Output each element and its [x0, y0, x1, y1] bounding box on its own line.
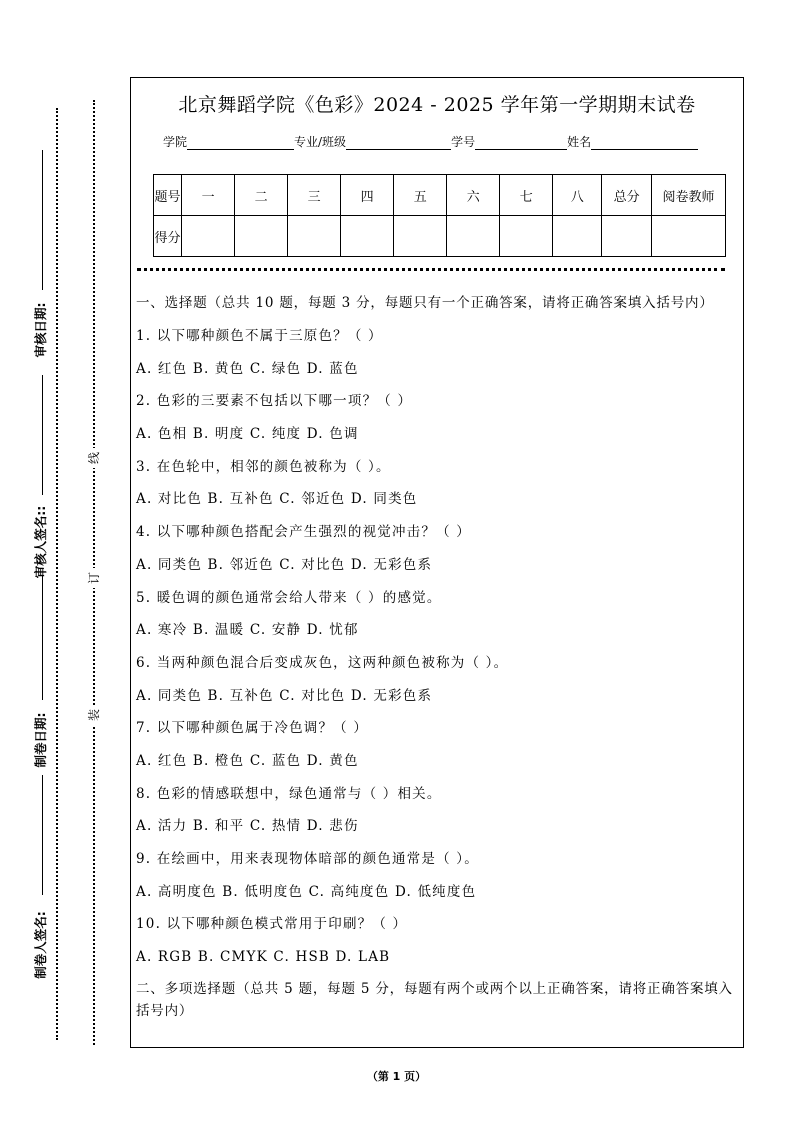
- question-options: A. 对比色 B. 互补色 C. 邻近色 D. 同类色: [136, 491, 418, 508]
- exam-frame: [130, 77, 744, 1048]
- major-class-label: 专业/班级: [294, 135, 347, 149]
- score-cell[interactable]: [341, 216, 394, 257]
- question-number-header: 题号: [154, 175, 182, 216]
- bind-char-line: 线: [86, 448, 102, 468]
- sign-line-2: [42, 375, 43, 495]
- question-options: A. 红色 B. 橙色 C. 蓝色 D. 黄色: [136, 752, 359, 769]
- col-7: 七: [500, 175, 553, 216]
- binding-dotted-line-left: [56, 108, 58, 1040]
- col-2: 二: [235, 175, 288, 216]
- score-cell[interactable]: [288, 216, 341, 257]
- question-options: A. 同类色 B. 互补色 C. 对比色 D. 无彩色系: [136, 687, 433, 704]
- bind-char-order: 订: [86, 568, 102, 588]
- score-cell[interactable]: [182, 216, 235, 257]
- score-cell-grader[interactable]: [652, 216, 726, 257]
- question-text: 8. 色彩的情感联想中，绿色通常与（ ）相关。: [136, 785, 442, 802]
- question-text: 7. 以下哪种颜色属于冷色调？（ ）: [136, 720, 369, 737]
- compiler-signature-label: 制卷人签名:: [33, 911, 48, 979]
- col-total: 总分: [602, 175, 652, 216]
- name-label: 姓名: [567, 135, 592, 149]
- question-text: 1. 以下哪种颜色不属于三原色？（ ）: [136, 328, 383, 344]
- score-cell[interactable]: [553, 216, 602, 257]
- col-4: 四: [341, 175, 394, 216]
- college-label: 学院: [163, 135, 188, 149]
- score-cell[interactable]: [500, 216, 553, 257]
- col-grader: 阅卷教师: [652, 175, 726, 216]
- question-text: 5. 暖色调的颜色通常会给人带来（ ）的感觉。: [136, 589, 442, 606]
- page-number: （第 1 页）: [366, 1070, 427, 1083]
- reviewer-signature-label: 审核人签名::: [33, 505, 48, 579]
- col-5: 五: [394, 175, 447, 216]
- student-id-field[interactable]: [475, 137, 567, 150]
- question-list: [136, 320, 737, 974]
- college-field[interactable]: [187, 137, 294, 150]
- name-field[interactable]: [591, 137, 698, 150]
- score-table-header-row: [154, 175, 726, 216]
- score-row-label: 得分: [154, 216, 182, 257]
- compile-date-label: 制卷日期:: [33, 712, 48, 768]
- question-options: A. 高明度色 B. 低明度色 C. 高纯度色 D. 低纯度色: [136, 883, 477, 900]
- sign-line-4: [42, 775, 43, 895]
- question-options: A. RGB B. CMYK C. HSB D. LAB: [136, 949, 391, 966]
- sign-line-3: [42, 575, 43, 700]
- score-cell[interactable]: [394, 216, 447, 257]
- question-options: A. 寒冷 B. 温暖 C. 安静 D. 忧郁: [136, 622, 359, 639]
- dotted-separator: [137, 268, 725, 271]
- review-date-label: 审核日期:: [33, 302, 48, 358]
- student-info-row: [163, 133, 698, 150]
- major-class-field[interactable]: [346, 137, 451, 150]
- score-cell-total[interactable]: [602, 216, 652, 257]
- question-text: 3. 在色轮中，相邻的颜色被称为（ ）。: [136, 458, 391, 475]
- score-cell[interactable]: [235, 216, 288, 257]
- question-text: 9. 在绘画中，用来表现物体暗部的颜色通常是（ ）。: [136, 851, 479, 867]
- question-text: 2. 色彩的三要素不包括以下哪一项？（ ）: [136, 393, 413, 410]
- col-8: 八: [553, 175, 602, 216]
- score-table-score-row: [154, 216, 726, 257]
- exam-title: 北京舞蹈学院《色彩》2024 - 2025 学年第一学期期末试卷: [178, 94, 696, 116]
- question-options: A. 活力 B. 和平 C. 热情 D. 悲伤: [136, 818, 359, 835]
- question-text: 6. 当两种颜色混合后变成灰色，这两种颜色被称为（ ）。: [136, 654, 509, 671]
- score-table: [153, 174, 726, 257]
- section-1-heading: 一、选择题（总共 10 题，每题 3 分，每题只有一个正确答案，请将正确答案填入括号内）: [136, 295, 714, 311]
- question-text: 4. 以下哪种颜色搭配会产生强烈的视觉冲击？（ ）: [136, 524, 471, 541]
- col-1: 一: [182, 175, 235, 216]
- score-cell[interactable]: [447, 216, 500, 257]
- section-2-heading: 二、多项选择题（总共 5 题，每题 5 分，每题有两个或两个以上正确答案，请将正确答案填入括号内）: [136, 980, 733, 1019]
- question-options: A. 红色 B. 黄色 C. 绿色 D. 蓝色: [136, 360, 359, 377]
- question-options: A. 色相 B. 明度 C. 纯度 D. 色调: [136, 426, 359, 443]
- sign-line-1: [42, 150, 43, 290]
- question-text: 10. 以下哪种颜色模式常用于印刷？（ ）: [136, 916, 408, 933]
- col-6: 六: [447, 175, 500, 216]
- col-3: 三: [288, 175, 341, 216]
- bind-char-mount: 装: [86, 705, 102, 725]
- question-options: A. 同类色 B. 邻近色 C. 对比色 D. 无彩色系: [136, 556, 433, 573]
- questions-content: [136, 292, 737, 1022]
- student-id-label: 学号: [451, 135, 476, 149]
